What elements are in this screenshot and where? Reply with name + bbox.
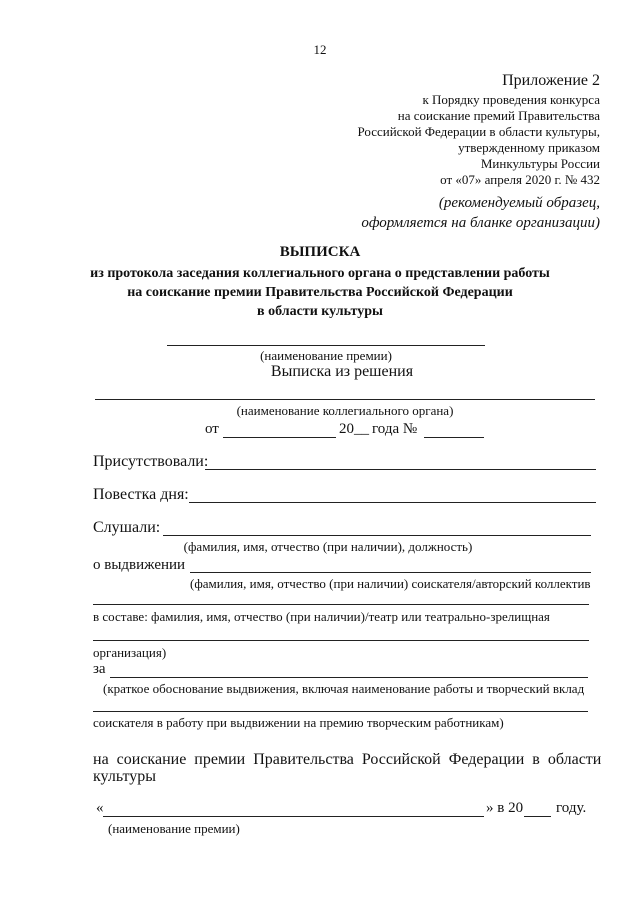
quote-open: «	[96, 800, 104, 816]
appendix-line: на соискание премий Правительства	[397, 108, 600, 123]
organization-text: организация)	[93, 645, 167, 660]
present-label: Присутствовали:	[93, 453, 209, 470]
year-blank	[524, 816, 551, 817]
year-suffix: году.	[556, 800, 587, 816]
date-year-suffix: года №	[372, 421, 418, 437]
agenda-line	[189, 502, 596, 503]
nomination-caption: (фамилия, имя, отчество (при наличии) соискателя/авторский коллектив	[190, 576, 591, 591]
appendix-line: утвержденному приказом	[458, 140, 600, 155]
prize-name-caption: (наименование премии)	[260, 348, 392, 363]
prize-name-caption-bottom: (наименование премии)	[108, 821, 240, 836]
for-label: за	[93, 661, 106, 677]
competition-line2: культуры	[93, 768, 157, 785]
prize-quote-line	[103, 816, 484, 817]
quote-close-year: » в 20	[486, 800, 524, 816]
page-number: 12	[313, 42, 327, 57]
heard-label: Слушали:	[93, 519, 161, 536]
nomination-label: о выдвижении	[93, 557, 186, 573]
for-line	[110, 677, 588, 678]
justification-caption: (краткое обоснование выдвижения, включая наименование работы и творческий вклад	[103, 681, 585, 696]
justification-caption2: соискателя в работу при выдвижении на премию творческим работникам)	[93, 715, 504, 730]
prize-name-line	[167, 345, 485, 346]
document-title: ВЫПИСКА	[279, 244, 361, 260]
appendix-title: Приложение 2	[502, 72, 600, 89]
competition-line1: на соискание премии Правительства Российской Федерации в области	[93, 751, 602, 768]
heard-caption: (фамилия, имя, отчество (при наличии), должность)	[183, 539, 473, 554]
appendix-line: от «07» апреля 2020 г. № 432	[440, 172, 600, 187]
collegial-body-line	[95, 399, 595, 400]
sample-note-line2: оформляется на бланке организации)	[361, 215, 600, 231]
sample-note	[361, 193, 600, 233]
appendix-line: Минкультуры России	[480, 156, 600, 171]
number-blank	[424, 437, 484, 438]
subtitle-line1: из протокола заседания коллегиального органа о представлении работы	[90, 266, 550, 281]
subtitle-line3: в области культуры	[257, 304, 383, 319]
composition-line	[93, 604, 589, 605]
composition-text: в составе: фамилия, имя, отчество (при наличии)/театр или театрально-зрелищная	[93, 609, 550, 624]
justification-line	[93, 711, 588, 712]
date-from-label: от	[205, 421, 219, 437]
collegial-body-caption: (наименование коллегиального органа)	[236, 403, 454, 418]
heard-line	[163, 535, 591, 536]
agenda-label: Повестка дня:	[93, 486, 189, 503]
sample-note-line1: (рекомендуемый образец,	[438, 195, 600, 211]
appendix-line: Российской Федерации в области культуры,	[357, 124, 600, 139]
appendix-line: к Порядку проведения конкурса	[422, 92, 600, 107]
organization-line	[93, 640, 589, 641]
date-blank	[223, 437, 336, 438]
present-line	[205, 469, 596, 470]
date-year: 20__	[339, 421, 369, 437]
decision-extract: Выписка из решения	[270, 363, 414, 380]
document-subtitle	[0, 264, 640, 321]
subtitle-line2: на соискание премии Правительства Российской Федерации	[127, 285, 513, 300]
appendix-lines	[357, 92, 600, 188]
nomination-line	[190, 572, 591, 573]
